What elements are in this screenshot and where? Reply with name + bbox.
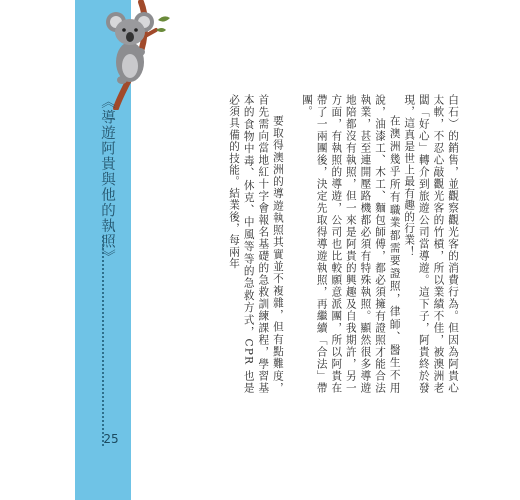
body-text <box>160 94 460 394</box>
paragraph-gap <box>285 94 300 394</box>
paragraph: 白石）的銷售，並觀察觀光客的消費行為。但因為阿貴心太軟，不忍心敲觀光客的竹槓，所以業績不佳，被澳洲老闆「好心」轉介到旅遊公司當導遊。這下子，阿貴終於發現，這真是世上最有趣的行業！ <box>403 94 459 394</box>
paragraph: 在澳洲幾乎所有職業都需要證照，律師、醫生不用說，油漆工、木工、麵包師傅，都必須擁有證照才能合法執業，甚至連開壓路機都必須有特殊執照。顯然很多導遊地陪都沒有執照，但一來是阿貴的興趣及自我期許，另一方面，有執照的導遊，公司也比較願意派團，所以阿貴在帶了一兩團後，決定先取得導遊執照，再繼續「合法」帶團。 <box>301 94 401 394</box>
page-number: 25 <box>103 432 119 446</box>
book-title: 《導遊阿貴與他的執照》 <box>99 94 115 265</box>
paragraph: 要取得澳洲的導遊執照其實並不複雜，但有點難度，首先需向當地紅十字會報名基礎的急救訓練課程，學習基本的食物中毒、休克、中風等等的急救方式，CPR 也是必須具備的技能。結業後，每兩年 <box>228 94 284 394</box>
dotted-rule <box>102 236 105 446</box>
